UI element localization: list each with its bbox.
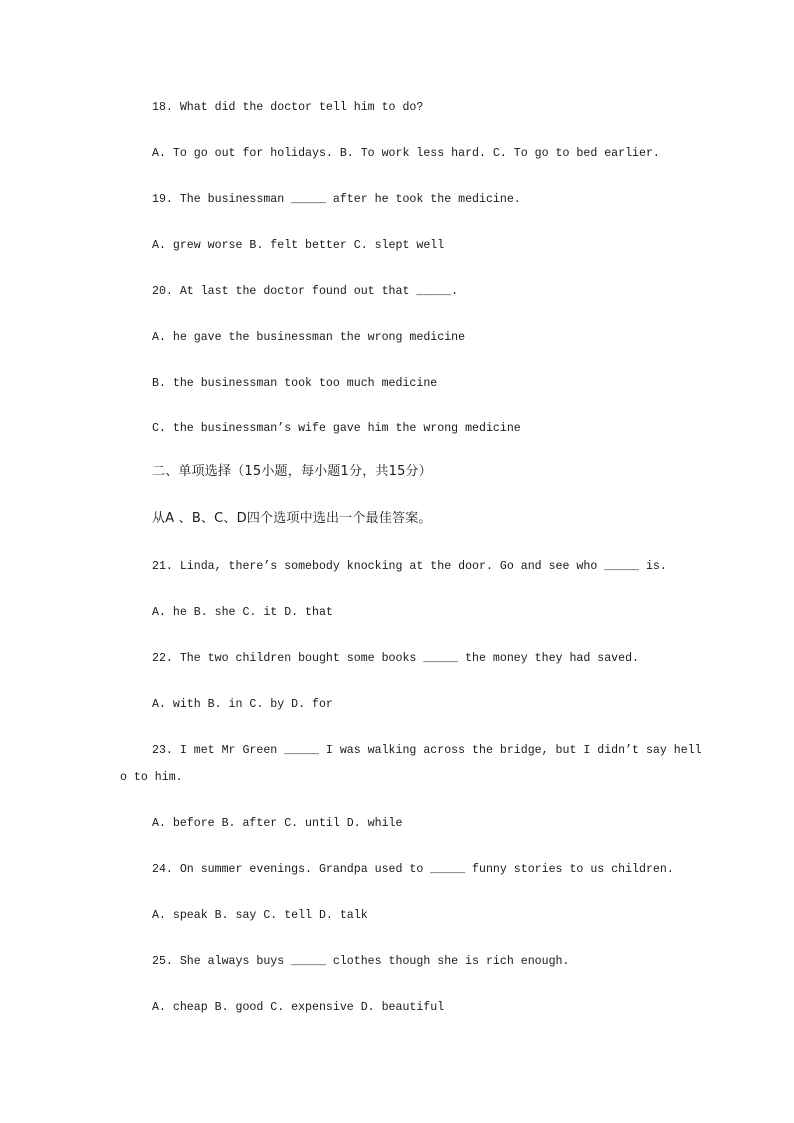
question-21-options: A. he B. she C. it D. that xyxy=(152,606,333,619)
question-22-options: A. with B. in C. by D. for xyxy=(152,698,333,711)
question-18: 18. What did the doctor tell him to do? xyxy=(152,101,424,114)
question-20-option-c: C. the businessman’s wife gave him the wrong medicine xyxy=(152,422,521,435)
question-20: 20. At last the doctor found out that _____. xyxy=(152,285,459,298)
question-24: 24. On summer evenings. Grandpa used to _____ funny stories to us children. xyxy=(152,863,674,876)
question-23-options: A. before B. after C. until D. while xyxy=(152,817,403,830)
question-20-option-b: B. the businessman took too much medicine xyxy=(152,377,438,390)
question-23-line-1: 23. I met Mr Green _____ I was walking across the bridge, but I didn’t say hell xyxy=(152,744,702,757)
question-24-options: A. speak B. say C. tell D. talk xyxy=(152,909,368,922)
question-25: 25. She always buys _____ clothes though she is rich enough. xyxy=(152,955,570,968)
question-22: 22. The two children bought some books _____ the money they had saved. xyxy=(152,652,640,665)
question-23-line-2: o to him. xyxy=(120,771,183,784)
question-18-options: A. To go out for holidays. B. To work less hard. C. To go to bed earlier. xyxy=(152,147,660,160)
question-19: 19. The businessman _____ after he took the medicine. xyxy=(152,193,521,206)
question-25-options: A. cheap B. good C. expensive D. beautiful xyxy=(152,1001,445,1014)
question-21: 21. Linda, there’s somebody knocking at the door. Go and see who _____ is. xyxy=(152,560,667,573)
section-heading: 二、单项选择（15小题，每小题1分，共15分） xyxy=(152,464,432,479)
section-instruction: 从A 、B、C、D四个选项中选出一个最佳答案。 xyxy=(152,511,432,526)
question-19-options: A. grew worse B. felt better C. slept well xyxy=(152,239,445,252)
question-20-option-a: A. he gave the businessman the wrong medicine xyxy=(152,331,466,344)
